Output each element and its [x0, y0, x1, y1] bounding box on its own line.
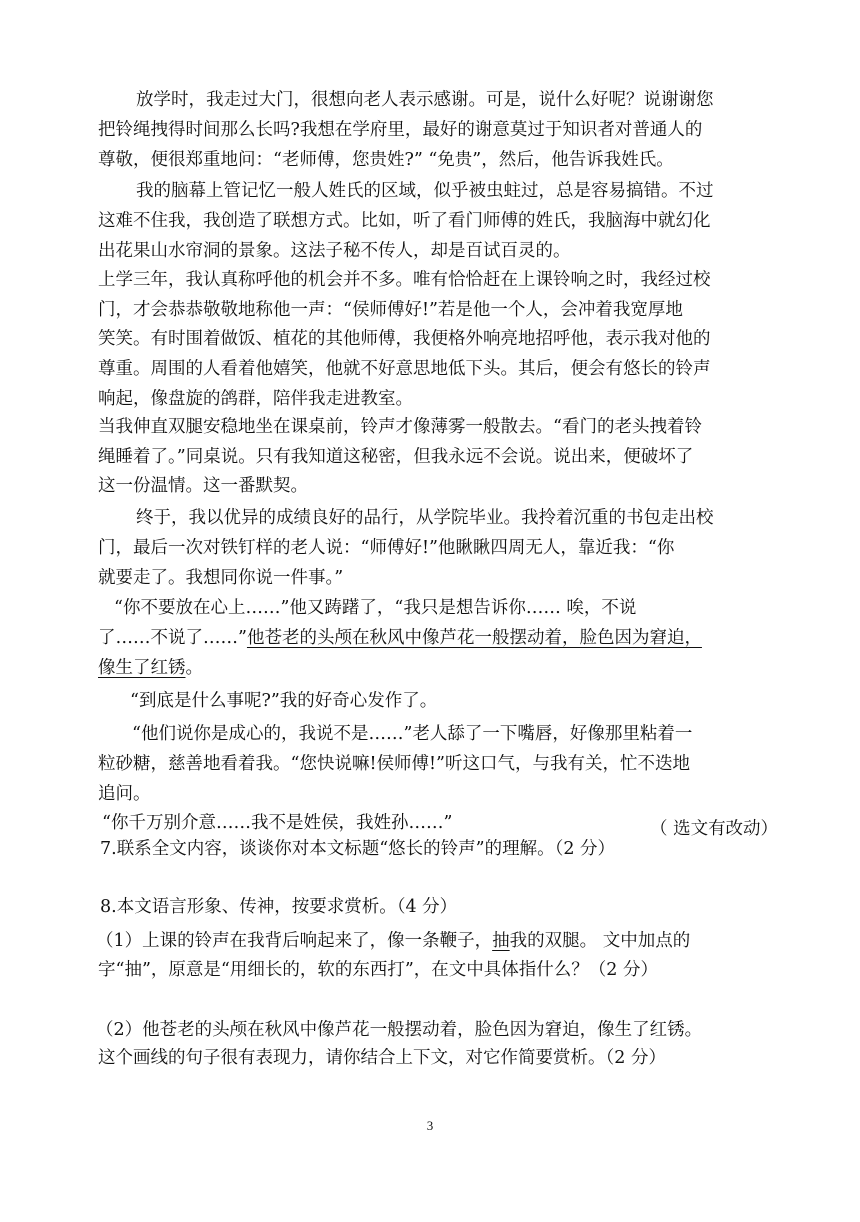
text-line: 把铃绳拽得时间那么长吗?我想在学府里，最好的谢意莫过于知识者对普通人的: [98, 120, 703, 140]
text-line: 门，最后一次对铁钉样的老人说：“师傅好!”他瞅瞅四周无人，靠近我：“你: [98, 538, 675, 558]
text-span: 了……不说了……”: [98, 628, 247, 648]
source-note: （ 选文有改动）: [650, 819, 779, 839]
text-line: 追问。: [98, 784, 151, 804]
text-line: 门，才会恭恭敬敬地称他一声：“侯师傅好!”若是他一个人，会冲着我宽厚地: [98, 300, 683, 320]
text-line: 放学时，我走过大门，很想向老人表示感谢。可是，说什么好呢？说谢谢您: [136, 90, 714, 110]
text-line: 就要走了。我想同你说一件事。”: [98, 568, 344, 588]
text-line: “你千万别介意……我不是姓侯，我姓孙……”: [102, 813, 453, 833]
text-line: 这个画线的句子很有表现力，请你结合上下文，对它作简要赏析。（2 分）: [98, 1048, 666, 1068]
question-7: 7.联系全文内容，谈谈你对本文标题“悠长的铃声”的理解。（2 分）: [100, 839, 616, 859]
text-line: 这一份温情。这一番默契。: [98, 476, 308, 496]
text-line: 字“抽”，原意是“用细长的，软的东西打”，在文中具体指什么？（2 分）: [98, 960, 658, 980]
text-line: [98, 660, 203, 678]
question-8-1: [96, 933, 690, 951]
text-span: 。: [185, 658, 203, 678]
text-line: 终于，我以优异的成绩良好的品行，从学院毕业。我拎着沉重的书包走出校: [136, 508, 714, 528]
question-8: 8.本文语言形象、传神，按要求赏析。（4 分）: [100, 897, 458, 917]
underlined-sentence: 他苍老的头颅在秋风中像芦花一般摆动着，脸色因为窘迫，: [246, 628, 702, 648]
text-line: 当我伸直双腿安稳地坐在课桌前，铃声才像薄雾一般散去。“看门的老头拽着铃: [98, 417, 702, 437]
text-line: 我的脑幕上管记忆一般人姓氏的区域，似乎被虫蛀过，总是容易搞错。不过: [136, 181, 714, 201]
text-line: “你不要放在心上……”他又踌躇了，“我只是想告诉你…… 唉，不说: [114, 598, 637, 618]
text-line: 尊敬，便很郑重地问：“老师傅，您贵姓?” “免贵”，然后，他告诉我姓氏。: [98, 150, 674, 170]
text-line: 笑笑。有时围着做饭、植花的其他师傅，我便格外响亮地招呼他，表示我对他的: [98, 329, 711, 349]
text-span: （1）上课的铃声在我背后响起来了，像一条鞭子，: [96, 931, 493, 951]
text-line: 出花果山水帘洞的景象。这法子秘不传人，却是百试百灵的。: [98, 241, 571, 261]
text-line: 绳睡着了。”同桌说。只有我知道这秘密，但我永远不会说。说出来，便破坏了: [98, 447, 694, 467]
text-line: 这难不住我，我创造了联想方式。比如，听了看门师傅的姓氏，我脑海中就幻化: [98, 211, 711, 231]
page-number: 3: [426, 1118, 434, 1133]
text-line: [98, 630, 702, 648]
text-line: 上学三年，我认真称呼他的机会并不多。唯有恰恰赶在上课铃响之时，我经过校: [98, 270, 711, 290]
underlined-sentence: 像生了红锈: [98, 658, 186, 678]
text-line: 响起，像盘旋的鸽群，陪伴我走进教室。: [98, 389, 413, 409]
question-8-2: （2）他苍老的头颅在秋风中像芦花一般摆动着，脸色因为窘迫，像生了红锈。: [96, 1020, 703, 1040]
text-line: “到底是什么事呢?”我的好奇心发作了。: [130, 691, 438, 711]
text-line: 尊重。周围的人看着他嬉笑，他就不好意思地低下头。其后，便会有悠长的铃声: [98, 359, 711, 379]
dotted-character: 抽: [492, 931, 510, 951]
text-line: “他们说你是成心的，我说不是……”老人舔了一下嘴唇，好像那里粘着一: [132, 724, 693, 744]
text-line: 粒砂糖，慈善地看着我。“您快说嘛!侯师傅!”听这口气，与我有关，忙不迭地: [98, 754, 690, 774]
text-span: 我的双腿。 文中加点的: [509, 931, 691, 951]
